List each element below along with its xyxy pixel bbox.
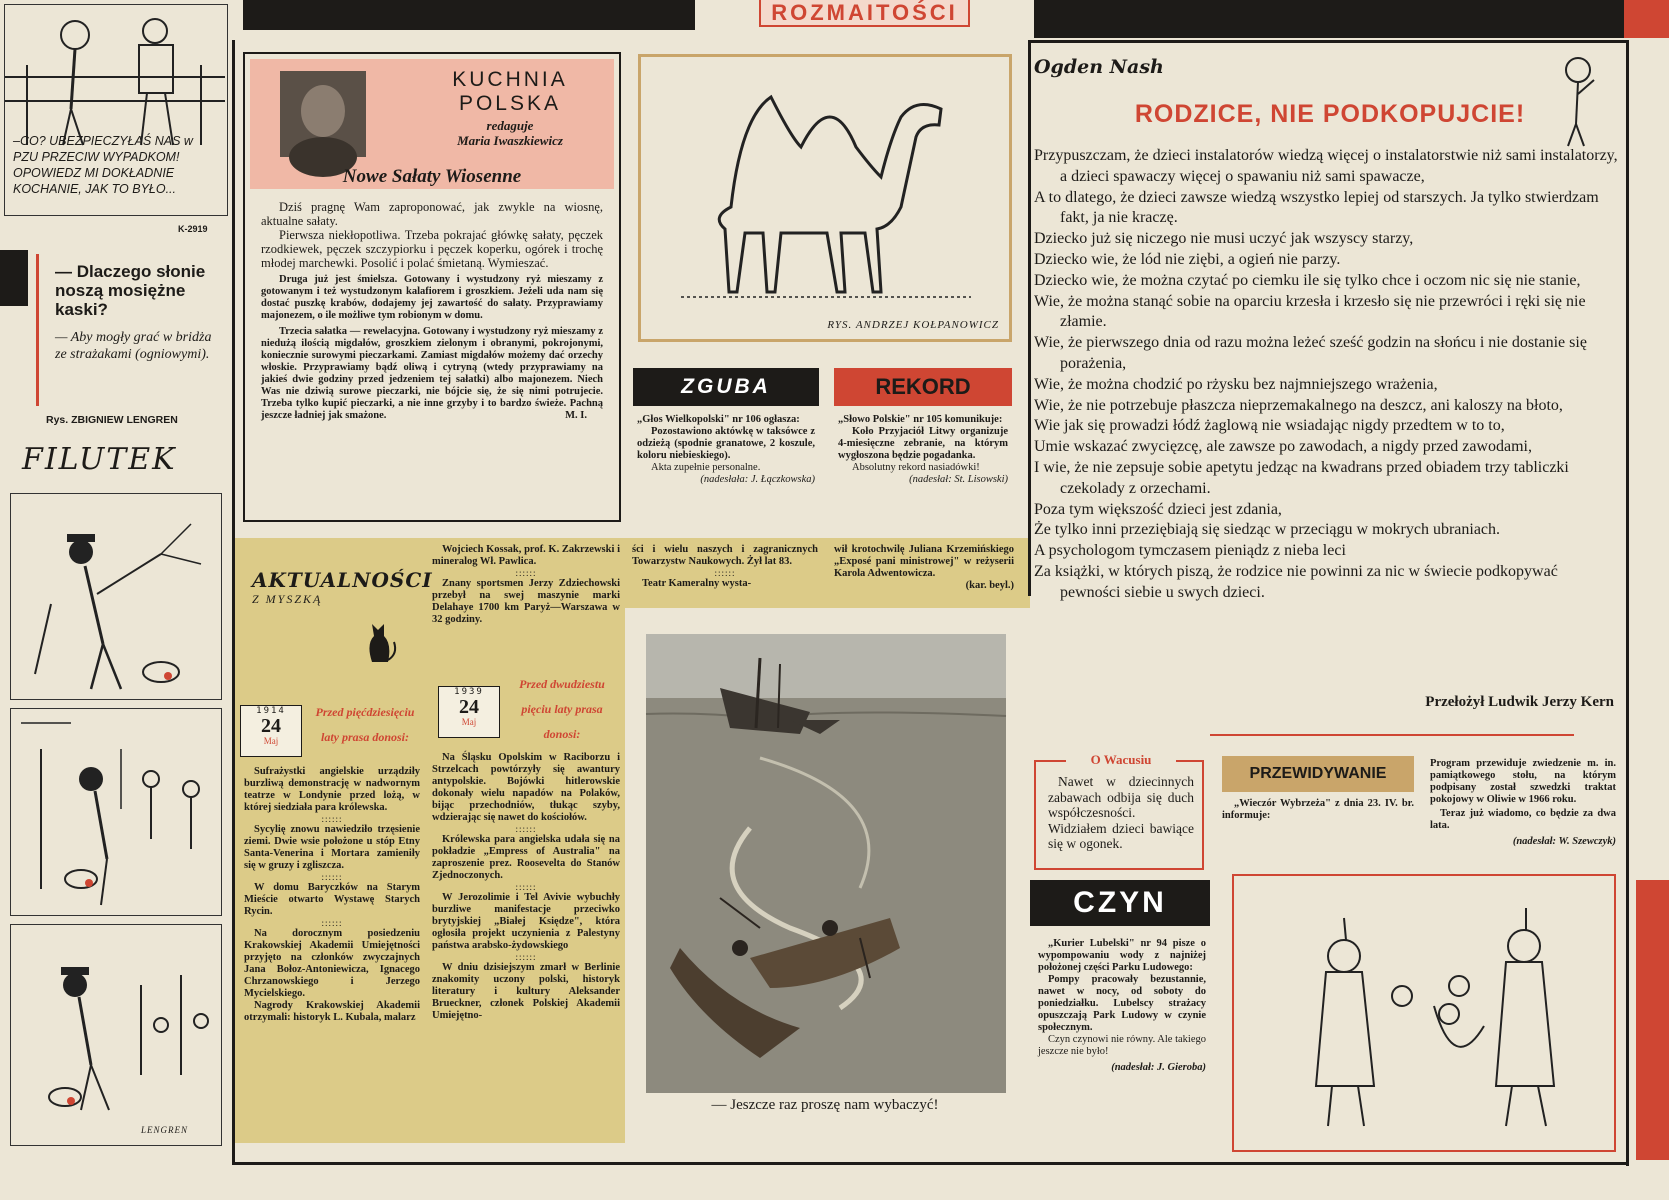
date-badge-1914 xyxy=(240,705,302,757)
poem-line-14: Że tylko inni przeziębiają się siedząc w przeciągu w mokrych ubraniach. xyxy=(1034,521,1501,539)
wacusiu-text: Nawet w dziecinnych zabawach odbija się duch współczesności. Widziałem dzieci bawiące się w ogonek. xyxy=(1048,774,1194,851)
top-black-band-right xyxy=(1034,0,1624,38)
aktualnosci-col1 xyxy=(244,766,420,1024)
cat-icon xyxy=(360,614,400,664)
cartoon-panel xyxy=(1232,874,1616,1152)
poem-line-1: Przypuszczam, że dzieci instalatorów wiedzą więcej o instalatorstwie niż sami instalatorzy, a dzieci spawaczy więcej o spawaniu niż sami spawacze, xyxy=(1034,147,1618,185)
filutek-title: FILUTEK xyxy=(22,442,177,477)
poem-line-4: Dziecko wie, że lód nie ziębi, a ogień nie parzy. xyxy=(1034,250,1341,268)
poem-child-figure-icon xyxy=(1556,50,1606,150)
kuchnia-paragraph-2: Pierwsza niekłopotliwa. Trzeba pokrajać główkę sałaty, pęczek rzodkiewek, pęczek szczypiorku i pęczek koperku, ogórek i trochę młodej marchewki. Posolić i polać śmietaną. Wymieszać. xyxy=(261,228,603,270)
akt-dots-7: :::::: xyxy=(515,952,537,962)
poem-line-5: Dziecko wie, że można czytać po ciemku ile się tylko chce i oczom nic się nie stanie, xyxy=(1034,271,1581,289)
aktualnosci-header-1: Przed pięćdziesięciu laty prasa donosi: xyxy=(315,705,415,744)
zguba-comment: Akta zupełnie personalne. xyxy=(651,462,761,473)
date-1914-year: 1914 xyxy=(256,706,286,716)
zguba-head: ZGUBA xyxy=(633,368,819,406)
filutek-park-children-illustration xyxy=(11,709,221,915)
date-1939-year: 1939 xyxy=(454,687,484,697)
kuchnia-editor-block xyxy=(415,118,605,148)
kuchnia-paragraph-3: Druga już jest śmielsza. Gotowany i wystudzony ryż mieszamy z gotowanym i też wystudzonym kalafiorem i groszkiem. Jeżeli uda nam się dostać puszkę krabów, dodajemy jej zawartość do sałaty. Przyprawiamy majonezem, o ile możliwe tym robionym w domu. xyxy=(261,274,603,321)
filutek-signature: LENGREN xyxy=(141,1125,189,1135)
kuchnia-editor: Maria Iwaszkiewicz xyxy=(457,133,563,148)
rekord-body: Koło Przyjaciół Litwy organizuje 4-miesięczne zebranie, na którym wygłoszona będzie pogadanka. xyxy=(838,426,1008,461)
filutek-shovel-dog-illustration xyxy=(11,925,221,1115)
rekord-box xyxy=(834,368,1012,528)
akt-col4-credit: (kar. beyl.) xyxy=(965,580,1014,591)
kuchnia-title-line2: POLSKA xyxy=(458,92,562,115)
akt-col2-item1: Na Śląsku Opolskim w Raciborzu i Strzelcach powtórzyły się awantury antypolskie. Bojówki hitlerowskie dokonały wielu napadów na Polaków, bijąc przechodniów, tłukąc szyby, wdzierając się nawet do kościołów. xyxy=(432,752,620,823)
filutek-panel-3 xyxy=(10,924,222,1146)
poem-translator: Przełożył Ludwik Jerzy Kern xyxy=(1425,694,1614,710)
akt-dots-1: :::::: xyxy=(321,814,343,824)
przewidywanie-bottom xyxy=(1430,808,1616,848)
masthead xyxy=(695,0,1034,32)
right-red-band xyxy=(1636,880,1669,1160)
aktualnosci-col2 xyxy=(432,752,620,1022)
akt-dots-4: :::::: xyxy=(515,568,537,578)
joke-box xyxy=(36,254,221,406)
poem-line-8: Wie, że można chodzić po rżysku bez najmniejszego wrażenia, xyxy=(1034,375,1438,393)
aktualnosci-col2-top xyxy=(432,544,620,626)
boat-illustration-panel xyxy=(640,628,1012,1098)
poem-line-12: I wie, że nie zepsuje sobie apetytu jedząc na kwadrans przed obiadem trzy tabliczki czekolady z orzechami. xyxy=(1034,458,1569,497)
przewidywanie-box xyxy=(1222,756,1414,822)
editor-portrait xyxy=(280,71,366,157)
zguba-box xyxy=(633,368,819,528)
czyn-head: CZYN xyxy=(1030,880,1210,926)
akt-dots-6: :::::: xyxy=(515,882,537,892)
kuchnia-box xyxy=(243,52,621,522)
rekord-intro: „Słowo Polskie" nr 105 komunikuje: xyxy=(838,414,1003,425)
akt-col1-item2: Sycylię znowu nawiedziło trzęsienie ziemi. Dwie wsie położone u stóp Etny Santa-Venerina i Mortara zamieniły się w gruzy i zgliszcza. xyxy=(244,824,420,871)
akt-col1-item1: Sufrażystki angielskie urządziły burzliwą demonstrację w nadwornym teatrze w Londynie przed lożą, w której siedziała para królewska. xyxy=(244,766,420,813)
poem-bottom-red-rule xyxy=(1210,734,1574,736)
poem-line-9: Wie, że nie potrzebuje płaszcza nieprzemakalnego na deszcz, ani kaloszy na błoto, xyxy=(1034,396,1563,414)
left-black-band xyxy=(0,250,28,306)
akt-col1-item5: Nagrody Krakowskiej Akademii otrzymali: historyk L. Kubala, malarz xyxy=(244,1000,420,1023)
left-comic-panel xyxy=(4,4,228,216)
akt-col3-item2: Teatr Kameralny wysta- xyxy=(642,578,752,589)
poem-body xyxy=(1034,146,1620,604)
aktualnosci-col3 xyxy=(632,544,818,590)
bottom-frame-rule xyxy=(234,1162,1629,1165)
poem-line-16: Za książki, w których piszą, że rodzice nie powinni za nic w świecie podkopywać pewności siebie u swych dzieci. xyxy=(1034,562,1558,601)
akt-col4-text: wił krotochwilę Juliana Krzemińskiego „Exposé pani ministrowej" w reżyserii Karola Adwentowicza. xyxy=(834,544,1014,579)
zguba-body: Pozostawiono aktówkę w taksówce z odzieżą (spodnie granatowe, 2 koszule, koloru niebieskiego). xyxy=(637,426,815,461)
poem-line-6: Wie, że można stanąć sobie na oparciu krzesła i krzesło się nie przewróci i ręki się nie złamie. xyxy=(1034,292,1586,331)
date-1939-day: 24 xyxy=(459,696,479,718)
przewidywanie-head: PRZEWIDYWANIE xyxy=(1222,756,1414,792)
wacusiu-title: O Wacusiu xyxy=(1066,752,1176,768)
poem-line-7: Wie, że pierwszego dnia od razu można leżeć sześć godzin na słońcu i nie dostanie się porażenia, xyxy=(1034,334,1587,372)
aktualnosci-subtitle: Z MYSZKĄ xyxy=(252,592,323,606)
rekord-credit: (nadesłał: St. Lisowski) xyxy=(909,474,1008,485)
kuchnia-paragraph-4: Trzecia sałatka — rewelacyjna. Gotowany i wystudzony ryż mieszamy z niedużą ilością migdałów, groszkiem zielonym i obranymi, pokrojonymi, koniecznie surowymi pieczarkami. Zamiast migdałów możemy dać orzechy włoskie. Przyprawiamy bądź oliwą i cytryną (wtedy przyprawiamy na jakieś dwie godziny przed jedzeniem tej sałatki) albo majonezem. Niech Was nie dziwią surowe pieczarki, nie bójcie się, że się nimi potrujecie. Trzeba tylko kupić pieczarki, a nie inne grzyby i to bardzo świeże. Pachną jeszcze ładniej jak smażone. xyxy=(261,326,603,421)
boat-caption: — Jeszcze raz proszę nam wybaczyć! xyxy=(711,1097,939,1113)
poem-line-3: Dziecko już się niczego nie musi uczyć jak wszyscy starzy, xyxy=(1034,230,1414,248)
przewidywanie-intro: „Wieczór Wybrzeża" z dnia 23. IV. br. informuje: xyxy=(1222,798,1414,821)
akt-col1-item4: Na dorocznym posiedzeniu Krakowskiej Akademii Umiejętności przyjęto na członków zwyczajnych Jana Bołoz-Antoniewicza, Ignacego Chrzanowskiego i Jerzego Mycielskiego. xyxy=(244,928,420,999)
czyn-credit: (nadesłał: J. Gieroba) xyxy=(1111,1062,1206,1073)
date-badge-1939 xyxy=(438,686,500,738)
akt-dots-5: :::::: xyxy=(515,824,537,834)
akt-col2-top-item1: Wojciech Kossak, prof. K. Zakrzewski i mineralog Wł. Pawlica. xyxy=(432,544,620,567)
akt-dots-2: :::::: xyxy=(321,872,343,882)
filutek-gentleman-branch-illustration xyxy=(11,494,221,699)
poem-left-rule xyxy=(1028,40,1031,596)
zguba-intro: „Głos Wielkopolski" nr 106 ogłasza: xyxy=(637,414,800,425)
poem-line-11: Umie wskazać zwycięzcę, ale zawsze po zawodach, a nigdy przed zawodami, xyxy=(1034,438,1532,456)
aktualnosci-header-2: Przed dwudziestu pięciu laty prasa donosi: xyxy=(519,677,605,741)
aktualnosci-col4 xyxy=(834,544,1014,592)
akt-col2-top-item2: Znany sportsmen Jerzy Zdziechowski przebył na swej maszynie marki Delahaye 1700 km Paryż—Warszawa w 32 godziny. xyxy=(432,578,620,625)
akt-col2-item4: W dniu dzisiejszym zmarł w Berlinie znakomity uczony polski, historyk literatury i kultury Aleksander Brueckner, członek Polskiej Akademii Umiejętno- xyxy=(432,962,620,1021)
kuchnia-redaguje: redaguje xyxy=(486,118,534,133)
kuchnia-subtitle: Nowe Sałaty Wiosenne xyxy=(342,166,522,187)
czyn-comment: Czyn czynowi nie równy. Ale takiego jeszcze nie było! xyxy=(1038,1034,1206,1057)
poem-top-rule xyxy=(1028,40,1628,43)
rekord-comment: Absolutny rekord nasiadówki! xyxy=(852,462,980,473)
left-comic-caption: –CO? UBEZPIECZYŁAŚ NAS w PZU PRZECIW WYPADKOM! OPOWIEDZ MI DOKŁADNIE KOCHANIE, JAK TO BYŁO... xyxy=(13,134,193,196)
kuchnia-body xyxy=(261,200,603,422)
sinking-ship-boats-illustration xyxy=(640,628,1012,1098)
date-1914-month: Maj xyxy=(263,736,279,746)
poem-line-13: Poza tym większość dzieci jest zdania, xyxy=(1034,500,1282,518)
left-frame-rule xyxy=(232,40,235,1165)
masthead-title: ROZMAITOŚCI xyxy=(759,0,970,27)
joke-answer: — Aby mogły grać w bridża ze strażakami (ogniowymi). xyxy=(55,330,212,362)
poem-line-10: Wie jak się prowadzi łódź żaglową nie wsiadając nigdy przedtem w to to, xyxy=(1034,417,1505,435)
date-1939-month: Maj xyxy=(461,717,477,727)
kuchnia-signature: M. I. xyxy=(565,410,587,421)
aktualnosci-logo xyxy=(252,568,433,678)
poem-author: Ogden Nash xyxy=(1034,56,1164,78)
przewidywanie-credit: (nadesłał: W. Szewczyk) xyxy=(1512,836,1616,847)
przewidywanie-comment: Teraz już wiadomo, co będzie za dwa lata. xyxy=(1430,808,1616,831)
top-black-band xyxy=(243,0,695,30)
wacusiu-box xyxy=(1034,752,1204,870)
czyn-box xyxy=(1030,880,1210,1150)
date-1914-day: 24 xyxy=(261,715,281,737)
camel-panel xyxy=(638,54,1012,342)
comic-fence-figures-illustration xyxy=(5,5,225,153)
akt-dots-3: :::::: xyxy=(321,918,343,928)
left-comic-code: K-2919 xyxy=(178,224,208,234)
akt-col2-item3: W Jerozolimie i Tel Avivie wybuchły burzliwe manifestacje przeciwko brytyjskiej „Białej Księdze", która ogłosiła projekt uczynienia z Palestyny państwa arabsko-żydowskiego xyxy=(432,892,620,951)
indian-mothers-cartoon-illustration xyxy=(1234,876,1614,1150)
czyn-intro: „Kurier Lubelski" nr 94 pisze o wypompowaniu wody z najniżej położonej części Parku Ludowego: xyxy=(1038,938,1206,973)
przewidywanie-body-box xyxy=(1430,758,1616,805)
poem-line-15: A psychologom tymczasem pieniądz z nieba leci xyxy=(1034,542,1346,560)
zguba-credit: (nadesłała: J. Łączkowska) xyxy=(700,474,815,485)
joke-credit: Rys. ZBIGNIEW LENGREN xyxy=(46,414,178,426)
aktualnosci-title: AKTUALNOŚCI xyxy=(252,568,433,592)
kuchnia-title xyxy=(415,68,605,116)
rekord-head: REKORD xyxy=(834,368,1012,406)
right-frame-rule xyxy=(1626,40,1629,1166)
czyn-body: Pompy pracowały bezustannie, nawet w nocy, od soboty do poniedziałku. Lubelscy strażacy opuszczają Park Ludowy w czynie społecznym. xyxy=(1038,974,1206,1033)
editor-portrait-icon xyxy=(280,71,366,157)
akt-col2-item2: Królewska para angielska udała się na pokładzie „Empress of Australia" na zaproszenie prez. Roosevelta do Stanów Zjednoczonych. xyxy=(432,834,620,881)
kuchnia-title-line1: KUCHNIA xyxy=(452,68,568,91)
top-red-band xyxy=(1624,0,1669,38)
poem-line-2: A to dlatego, że dzieci zawsze wiedzą wszystko lepiej od starszych. Ja tylko stwierdzam fakt, ja nie kraczę. xyxy=(1034,188,1599,227)
kuchnia-paragraph-1: Dziś pragnę Wam zaproponować, jak zwykle na wiosnę, aktualne sałaty. xyxy=(261,200,603,228)
filutek-panel-1 xyxy=(10,493,222,700)
joke-question: — Dlaczego słonie noszą mosiężne kaski? xyxy=(55,262,206,319)
akt-dots-8: :::::: xyxy=(714,568,736,578)
camel-credit: RYS. ANDRZEJ KOŁPANOWICZ xyxy=(827,319,999,331)
akt-col3-item1: ści i wielu naszych i zagranicznych Towarzystw Naukowych. Żył lat 83. xyxy=(632,544,818,567)
camel-illustration xyxy=(641,57,1009,315)
akt-col1-item3: W domu Baryczków na Starym Mieście otwarto Wystawę Starych Rycin. xyxy=(244,882,420,917)
filutek-panel-2 xyxy=(10,708,222,916)
przewidywanie-body: Program przewiduje zwiedzenie m. in. pamiątkowego stołu, na którym podpisany został szwedzki traktat pokojowy w Oliwie w 1966 roku. xyxy=(1430,758,1616,805)
poem-title: RODZICE, NIE PODKOPUJCIE! xyxy=(1134,100,1526,128)
